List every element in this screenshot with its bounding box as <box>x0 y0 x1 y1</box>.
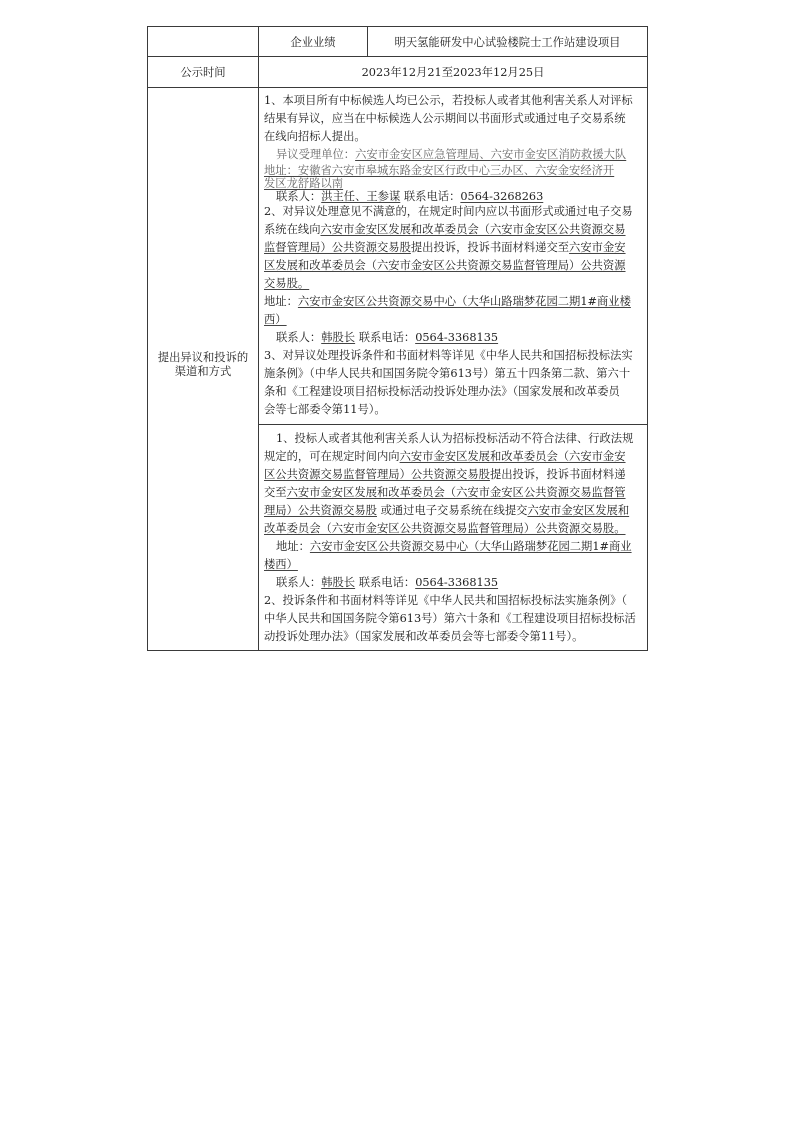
text-segment: 提出投诉，投诉书面材料递 <box>489 468 626 481</box>
complaint-line-10: 2、投诉条件和书面材料等详见《中华人民共和国招标投标法实施条例》（ <box>264 594 628 607</box>
contact-person: 韩股长 <box>321 331 356 344</box>
contact-person: 洪主任、王参谋 <box>321 190 401 203</box>
publicity-label-cell <box>147 56 259 88</box>
authority-name: 六安市金安区发展和改革委员会（六安市金安区公共资源交易监督管 <box>286 486 626 499</box>
objection-line-8: 2、对异议处理意见不满意的，在规定时间内应以书面形式或通过电子交易 <box>264 205 633 218</box>
objection-channel-cell <box>258 87 648 425</box>
authority-name: 六安市金安区发展和改革委员会（六安市金安 <box>399 450 626 463</box>
complaint-line-6: 改革委员会（六安市金安区公共资源交易监督管理局）公共资源交易股。 <box>264 522 626 535</box>
objection-line-1: 1、本项目所有中标候选人均已公示，若投标人或者其他利害关系人对评标 <box>264 94 633 107</box>
objection-trading-address-line <box>264 293 645 311</box>
phone-label: 联系电话： <box>355 576 416 589</box>
text-segment: 提出投诉，投诉书面材料递交至 <box>410 241 570 254</box>
publicity-value-cell <box>258 56 648 88</box>
text-segment: 交至 <box>264 486 287 499</box>
complaint-contact-line <box>264 574 645 592</box>
authority-name: 六安市金安区发展和改革委员会（六安市金安区公共资源交易 <box>320 223 626 236</box>
complaint-line-5 <box>264 502 645 520</box>
authority-name: 监督管理局）公共资源交易股 <box>264 241 411 254</box>
objection-line-9 <box>264 221 645 239</box>
complaint-line-2 <box>264 448 645 466</box>
objection-line-12 <box>264 275 645 293</box>
objection-line-19: 会等七部委令第11号）。 <box>264 403 386 416</box>
publicity-label: 公示时间 <box>180 66 226 79</box>
trading-center-address: 楼西） <box>264 558 298 571</box>
objection-line-10 <box>264 239 645 257</box>
contact-phone: 0564-3268263 <box>460 190 544 203</box>
complaint-address-line <box>264 538 645 556</box>
complaint-line-8 <box>264 556 645 574</box>
performance-value-cell <box>367 26 648 57</box>
objection-line-2: 结果有异议，应当在中标候选人公示期间以书面形式或通过电子交易系统 <box>264 112 626 125</box>
text-segment: 规定的，可在规定时间内向 <box>264 450 400 463</box>
contact-label: 联系人： <box>276 190 322 203</box>
channels-label-line-1: 提出异议和投诉的 <box>157 350 249 364</box>
text-segment: 系统在线向 <box>264 223 321 236</box>
authority-name: 理局）公共资源交易股 <box>264 504 377 517</box>
trading-center-address: 六安市金安区公共资源交易中心（大华山路瑞梦花园二期1#商业 <box>309 540 632 553</box>
authority-name: 区公共资源交易监督管理局）公共资源交易股 <box>264 468 490 481</box>
contact-label: 联系人： <box>276 576 322 589</box>
publicity-period: 2023年12月21至2023年12月25日 <box>361 66 545 79</box>
channels-label-line-2: 渠道和方式 <box>174 364 232 378</box>
contact-phone: 0564-3368135 <box>415 576 499 589</box>
contact-person: 韩股长 <box>321 576 356 589</box>
trading-center-address: 六安市金安区公共资源交易中心（大华山路瑞梦花园二期1#商业楼 <box>297 295 631 308</box>
objection-address-line-1: 地址：安徽省六安市皋城东路金安区行政中心三办区、六安金安经济开 <box>264 164 615 177</box>
channels-label-cell <box>147 87 259 651</box>
objection-line-16: 3、对异议处理投诉条件和书面材料等详见《中华人民共和国招标投标法实 <box>264 349 633 362</box>
objection-office-line <box>264 146 645 164</box>
address-label: 地址： <box>276 540 310 553</box>
objection-line-3: 在线向招标人提出。 <box>264 130 366 143</box>
complaint-line-12: 动投诉处理办法》（国家发展和改革委员会等七部委令第11号）。 <box>264 630 584 643</box>
blank-cell <box>147 26 259 57</box>
objection-address-line-2: 发区龙舒路以南 <box>264 177 344 190</box>
objection-contact-line <box>264 190 645 203</box>
authority-name: 六安市金安 <box>569 241 626 254</box>
objection-line-17: 施条例》（中华人民共和国国务院令第613号）第五十四条第二款、第六十 <box>264 367 631 380</box>
address-label: 地址： <box>264 295 298 308</box>
text-segment: 或通过电子交易系统在线提交 <box>376 504 528 517</box>
phone-label: 联系电话： <box>400 190 461 203</box>
complaint-line-3 <box>264 466 645 484</box>
complaint-line-11: 中华人民共和国国务院令第613号）第六十条和《工程建设项目招标投标活 <box>264 612 636 625</box>
performance-label-cell <box>258 26 368 57</box>
complaint-channel-cell <box>258 424 648 651</box>
phone-label: 联系电话： <box>355 331 416 344</box>
objection-line-14 <box>264 311 645 329</box>
performance-label: 企业业绩 <box>290 35 336 49</box>
performance-value: 明天氢能研发中心试验楼院士工作站建设项目 <box>394 35 621 49</box>
authority-name: 交易股。 <box>264 277 310 290</box>
objection-office-name: 六安市金安区应急管理局、六安市金安区消防救援大队 <box>355 148 627 161</box>
objection-trading-contact-line <box>264 329 645 347</box>
objection-line-11: 区发展和改革委员会（六安市金安区公共资源交易监督管理局）公共资源 <box>264 259 626 272</box>
trading-center-address: 西） <box>264 313 287 326</box>
contact-label: 联系人： <box>276 331 322 344</box>
complaint-line-4 <box>264 484 645 502</box>
complaint-line-1: 1、投标人或者其他利害关系人认为招标投标活动不符合法律、行政法规 <box>276 432 634 445</box>
contact-phone: 0564-3368135 <box>415 331 499 344</box>
authority-name: 六安市金安区发展和 <box>527 504 630 517</box>
objection-line-18: 条和《工程建设项目招标投标活动投诉处理办法》（国家发展和改革委员 <box>264 385 620 398</box>
objection-office-label: 异议受理单位： <box>276 148 356 161</box>
